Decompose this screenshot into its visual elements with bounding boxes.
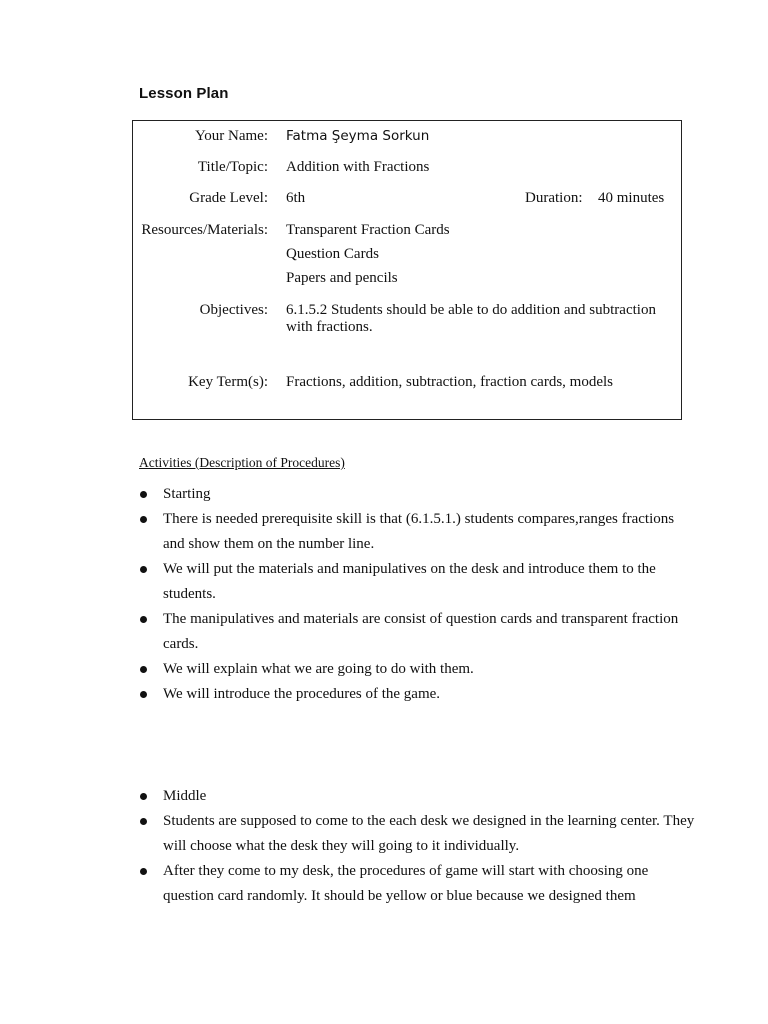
list-item: Middle [139,784,699,809]
lesson-info-box [132,120,682,420]
list-item: We will explain what we are going to do with them. [139,657,699,682]
grade-row [133,190,681,207]
title-value: Addition with Fractions [286,159,430,175]
middle-list [139,784,699,909]
resources-row-2 [133,246,681,263]
activities-title: Activities (Description of Procedures) [139,455,345,470]
objectives-value: 6.1.5.2 Students should be able to do addition and subtraction with fractions. [286,302,656,335]
list-item: We will put the materials and manipulatives on the desk and introduce them to the students. [139,557,699,607]
list-item: Starting [139,482,699,507]
list-item: After they come to my desk, the procedures of game will start with choosing one question card randomly. It should be yellow or blue because we designed them [139,859,699,909]
title-row [133,159,681,176]
name-value: Fatma Şeyma Sorkun [286,128,430,144]
objectives-label: Objectives: [199,302,268,318]
resource-item: Papers and pencils [286,270,398,286]
list-item: The manipulatives and materials are consist of question cards and transparent fraction cards. [139,607,699,657]
resources-label: Resources/Materials: [141,222,268,238]
duration-label: Duration: [525,190,583,206]
grade-value: 6th [286,190,306,206]
starting-list [139,482,699,707]
name-label: Your Name: [194,128,268,144]
keyterms-value: Fractions, addition, subtraction, fraction cards, models [286,374,614,390]
resource-item: Transparent Fraction Cards [286,222,450,238]
page-title: Lesson Plan [139,85,229,102]
list-item: We will introduce the procedures of the game. [139,682,699,707]
grade-label: Grade Level: [189,190,268,206]
resources-row [133,222,681,239]
keyterms-label: Key Term(s): [188,374,268,390]
title-label: Title/Topic: [197,159,268,175]
objectives-row [133,302,681,342]
list-item: Students are supposed to come to the each desk we designed in the learning center. They will choose what the desk they will going to it individually. [139,809,699,859]
name-row [133,128,681,145]
resource-item: Question Cards [286,246,379,262]
list-item: There is needed prerequisite skill is that (6.1.5.1.) students compares,ranges fractions and show them on the number line. [139,507,699,557]
keyterms-row [133,374,681,391]
duration-value: 40 minutes [598,190,665,206]
resources-row-3 [133,270,681,287]
